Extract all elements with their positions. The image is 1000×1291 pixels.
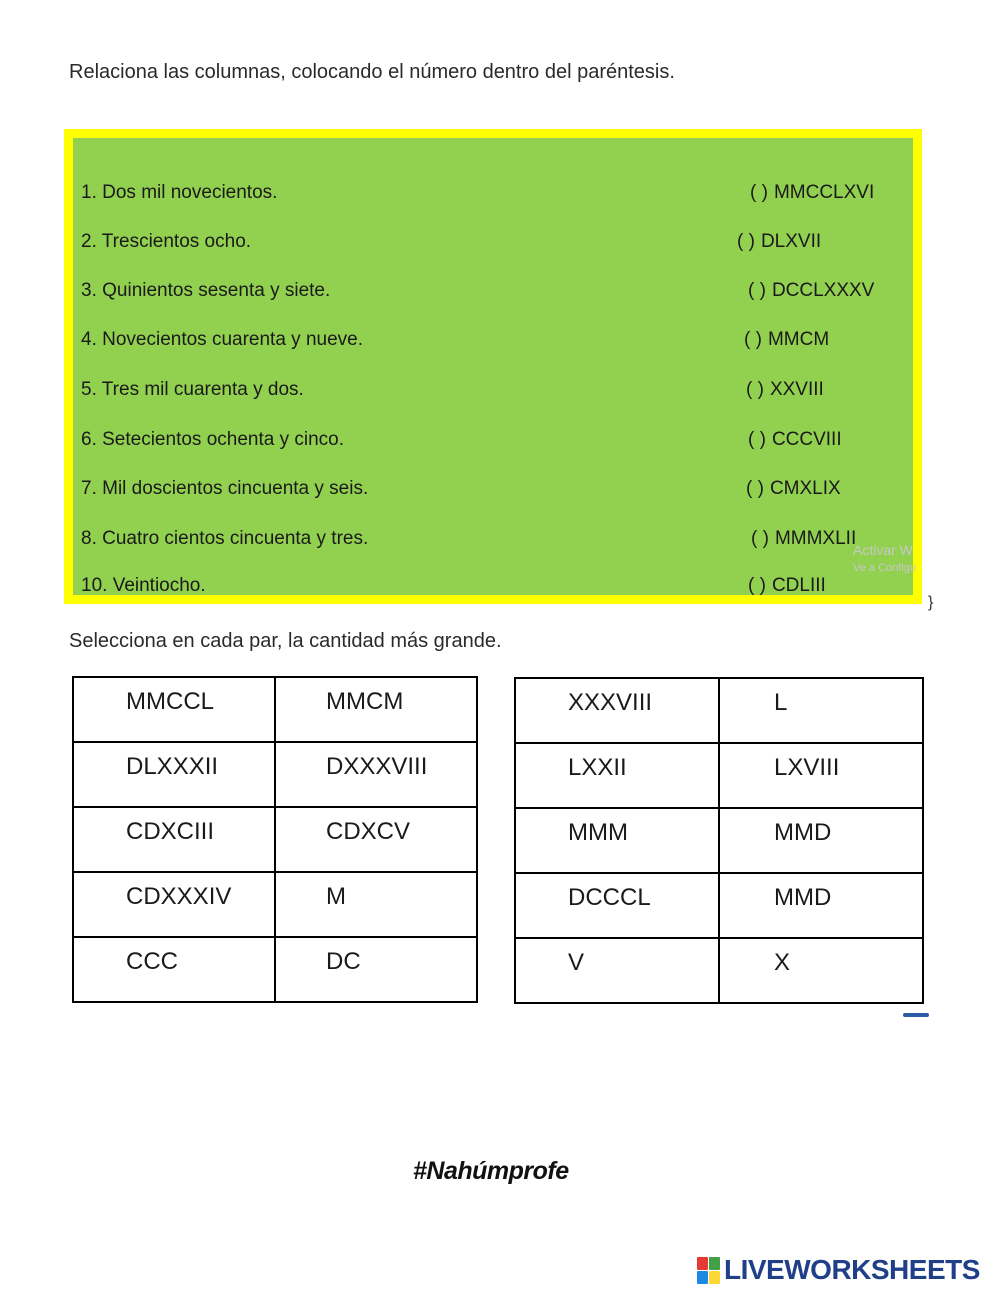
blue-marker <box>903 1013 929 1017</box>
table-row <box>73 872 477 937</box>
pair-cell[interactable] <box>73 742 275 807</box>
author-signature: #Nahúmprofe <box>413 1157 569 1185</box>
roman-numeral: XXXVIII <box>568 689 653 716</box>
answer-parentheses[interactable]: ( ) <box>737 231 755 252</box>
answer-parentheses[interactable]: ( ) <box>748 280 766 301</box>
roman-numeral: DC <box>326 948 361 975</box>
pair-cell[interactable] <box>73 872 275 937</box>
roman-option <box>746 379 824 401</box>
roman-numeral: CDLIII <box>771 575 826 596</box>
number-description: 4. Novecientos cuarenta y nueve. <box>81 329 364 350</box>
pairs-table-right <box>514 677 924 1004</box>
roman-numeral: DCCLXXXV <box>771 280 875 301</box>
pair-cell[interactable] <box>515 873 719 938</box>
table-row <box>515 808 923 873</box>
table-row <box>515 678 923 743</box>
number-description: 5. Tres mil cuarenta y dos. <box>81 379 304 400</box>
roman-numeral: MMCCL <box>126 688 214 715</box>
pair-cell[interactable] <box>275 742 477 807</box>
matching-row <box>73 571 913 601</box>
matching-row <box>73 178 913 208</box>
roman-option <box>750 182 874 204</box>
compare-instructions: Selecciona en cada par, la cantidad más grande. <box>69 630 502 652</box>
roman-numeral: DLXXXII <box>126 753 219 780</box>
matching-row <box>73 325 913 355</box>
roman-numeral: MMD <box>774 819 832 846</box>
answer-parentheses[interactable]: ( ) <box>746 478 764 499</box>
number-description: 8. Cuatro cientos cincuenta y tres. <box>81 528 369 549</box>
matching-row <box>73 474 913 504</box>
roman-numeral: LXVIII <box>774 754 840 781</box>
pair-cell[interactable] <box>275 937 477 1002</box>
matching-row <box>73 276 913 306</box>
roman-numeral: MMCM <box>767 329 830 350</box>
number-description: 6. Setecientos ochenta y cinco. <box>81 429 344 450</box>
answer-parentheses[interactable]: ( ) <box>744 329 762 350</box>
pair-cell[interactable] <box>719 678 923 743</box>
answer-parentheses[interactable]: ( ) <box>751 528 769 549</box>
pair-cell[interactable] <box>719 873 923 938</box>
pair-cell[interactable] <box>719 743 923 808</box>
pairs-table-left <box>72 676 478 1003</box>
roman-option <box>748 280 874 302</box>
number-description: 7. Mil doscientos cincuenta y seis. <box>81 478 369 499</box>
matching-exercise-panel <box>73 138 913 595</box>
matching-row <box>73 375 913 405</box>
roman-numeral: CDXXXIV <box>126 883 232 910</box>
number-description: 2. Trescientos ocho. <box>81 231 252 252</box>
roman-numeral: DLXVII <box>760 231 822 252</box>
answer-parentheses[interactable]: ( ) <box>748 429 766 450</box>
roman-numeral: M <box>326 883 346 910</box>
pair-cell[interactable] <box>515 743 719 808</box>
matching-row <box>73 227 913 257</box>
roman-numeral: DXXXVIII <box>326 753 428 780</box>
number-description: 3. Quinientos sesenta y siete. <box>81 280 331 301</box>
roman-numeral: X <box>774 949 791 976</box>
pair-cell[interactable] <box>275 807 477 872</box>
roman-option <box>748 575 826 597</box>
roman-numeral: V <box>568 949 585 976</box>
pair-cell[interactable] <box>719 938 923 1003</box>
pair-cell[interactable] <box>719 808 923 873</box>
roman-numeral: MMCCLXVI <box>773 182 875 203</box>
answer-parentheses[interactable]: ( ) <box>748 575 766 596</box>
roman-numeral: MMMXLII <box>774 528 857 549</box>
stray-brace: } <box>928 594 934 611</box>
answer-parentheses[interactable]: ( ) <box>750 182 768 203</box>
roman-numeral: L <box>774 689 788 716</box>
pair-cell[interactable] <box>275 872 477 937</box>
pair-cell[interactable] <box>73 677 275 742</box>
roman-option <box>744 329 829 351</box>
table-row <box>73 677 477 742</box>
pair-cell[interactable] <box>515 938 719 1003</box>
roman-option <box>746 478 841 500</box>
table-row <box>73 742 477 807</box>
roman-numeral: MMM <box>568 819 628 846</box>
matching-row <box>73 425 913 455</box>
roman-numeral: MMD <box>774 884 832 911</box>
roman-numeral: CDXCV <box>326 818 411 845</box>
roman-option <box>751 528 856 550</box>
table-row <box>73 807 477 872</box>
roman-option <box>748 429 842 451</box>
number-description: 10. Veintiocho. <box>81 575 206 596</box>
answer-parentheses[interactable]: ( ) <box>746 379 764 400</box>
roman-numeral: CMXLIX <box>769 478 841 499</box>
pair-cell[interactable] <box>73 807 275 872</box>
matching-row <box>73 524 913 554</box>
table-row <box>73 937 477 1002</box>
roman-numeral: LXXII <box>568 754 627 781</box>
logo-text: LIVEWORKSHEETS <box>724 1254 980 1285</box>
pair-cell[interactable] <box>275 677 477 742</box>
roman-numeral: MMCM <box>326 688 404 715</box>
logo-cubes-icon <box>697 1257 721 1285</box>
watermark-line: Ve a Configu <box>853 562 916 574</box>
activation-watermark <box>853 541 933 581</box>
matching-exercise-box <box>64 129 922 604</box>
roman-numeral: CCCVIII <box>771 429 842 450</box>
roman-numeral: DCCCL <box>568 884 651 911</box>
table-row <box>515 938 923 1003</box>
pair-cell[interactable] <box>515 808 719 873</box>
pair-cell[interactable] <box>73 937 275 1002</box>
roman-numeral: CDXCIII <box>126 818 215 845</box>
matching-instructions: Relaciona las columnas, colocando el número dentro del paréntesis. <box>69 61 675 83</box>
watermark-line: Activar W <box>853 542 913 558</box>
roman-numeral: XXVIII <box>769 379 824 400</box>
pair-cell[interactable] <box>515 678 719 743</box>
roman-numeral: CCC <box>126 948 178 975</box>
table-row <box>515 873 923 938</box>
table-row <box>515 743 923 808</box>
roman-option <box>737 231 821 253</box>
number-description: 1. Dos mil novecientos. <box>81 182 278 203</box>
